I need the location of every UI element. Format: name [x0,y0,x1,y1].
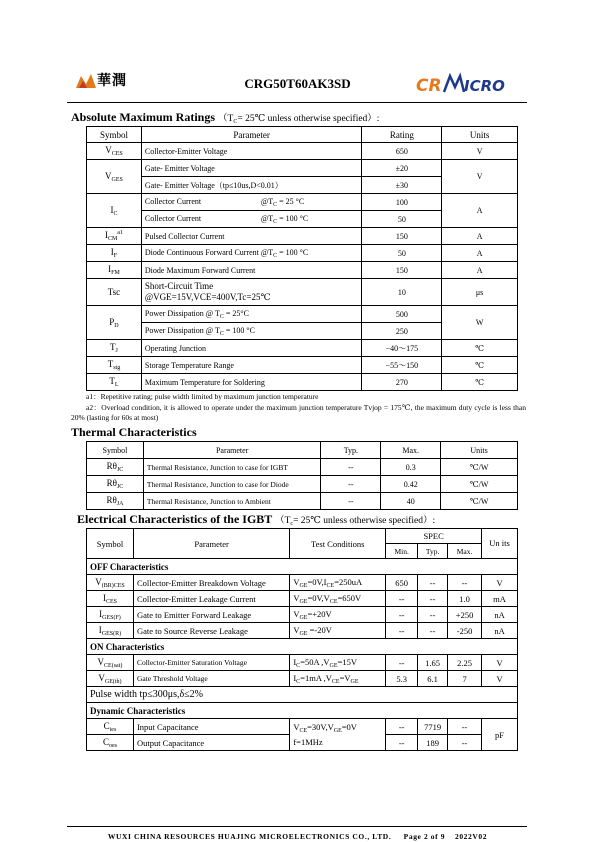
svg-text:ICRO: ICRO [464,77,505,95]
table-row: $I_{FM}$ Diode Maximum Forward Current 150 A [87,262,518,279]
table-row: Tsc Short-Circuit Time @VGE=15V,VCE=400V,Tc=25℃ 10 μs [87,279,518,306]
table-row: $I_C$ Collector Current $@T_C = 25$ °C 100 A [87,194,518,211]
table-row: $R\theta_{JC}$ Thermal Resistance, Junction to case for IGBT -- 0.3 ℃/W [87,459,518,476]
footer-company: WUXI CHINA RESOURCES HUAJING MICROELECTRONICS CO., LTD. [107,832,392,841]
table-row: $V_{(BR)CES}$ Collector-Emitter Breakdown Voltage $V_{GE}=0V,I_{CE}=250uA$ 650 -- -- V [87,575,518,591]
company-cn-name: 華潤 [97,73,127,89]
col-units: Units [442,127,518,143]
abs-max-table [86,126,518,391]
table-row: $I_{CM}^{a1}$ Pulsed Collector Current 150 A [87,228,518,245]
table-row: Collector Current $@T_C = 100$ °C 50 [87,211,518,228]
table-row: $R\theta_{JA}$ Thermal Resistance, Junction to Ambient -- 40 ℃/W [87,493,518,510]
table-row: $V_{GE(th)}$ Gate Threshold Voltage $I_C=1mA$ $,V_{CE}=V_{GE}$ 5.3 6.1 7 V [87,671,518,687]
col-parameter: Parameter [141,127,362,143]
table-row: $C_{ies}$ Input Capacitance $V_{CE}=30V,V_{GE}=0V$ f=1MHz -- 7719 -- pF [87,719,518,735]
electrical-title: Electrical Characteristics of the IGBT （$T_c=$ 25℃ unless otherwise specified）: [77,512,436,527]
col-symbol: Symbol [87,127,142,143]
table-row: $V_{CE(sat)}$ Collector-Emitter Saturation Voltage $I_C=50A$ $,V_{GE}=15V$ -- 1.65 2.25 V [87,655,518,671]
electrical-table: Symbol Parameter Test Conditions SPEC Un its Min. Typ. Max. OFF Characteristics $V_{(BR)CES}$ Collector-Emitter Breakdown Voltage $V_{GE}=0V,I_{CE}=250uA$ 650 -- -- V $I_{CES}$ Collector-Emitter Leakage Current $V_{GE}=0V,V_{CE}=650V$ -- -- 1.0 mA $I_{GES(F)}$ Gate to Emitter Forward Leakage $V_{GE}=+20V$ -- -- +250 nA $I_{GES(R)}$ Gate to Source Reverse Leakage $V_{GE} =-20V$ -- -- -250 nA ON Characteristics $V_{CE(sat)}$ Collector-Emitter Saturation Voltage $I_C=50A$ $,V_{GE}=15V$ -- 1.65 2.25 V $V_{GE(th)}$ Gate Threshold Voltage $I_C=1mA$ $,V_{CE}=V_{GE}$ 5.3 6.1 7 V Pulse width tp≤300μs,δ≤2% Dynamic Characteristics $C_{ies}$ Input Capacitance $V_{CE}=30V,V_{GE}=0V$ f=1MHz -- 7719 -- pF $C_{oes}$ Output Capacitance -- 189 -- [86,528,518,751]
table-row: $I_{CES}$ Collector-Emitter Leakage Current $V_{GE}=0V,V_{CE}=650V$ -- -- 1.0 mA [87,591,518,607]
table-row: $T_J$ Operating Junction −40～175 ℃ [87,340,518,357]
cr-micro-logo-icon [414,70,514,98]
table-row: $V_{GES}$ Gate- Emitter Voltage ±20 V [87,160,518,177]
table-row: $I_{GES(F)}$ Gate to Emitter Forward Leakage $V_{GE}=+20V$ -- -- +250 nA [87,607,518,623]
table-row: Power Dissipation @ $T_C = 100$ °C 250 [87,323,518,340]
footer-page: Page 2 of 9 [403,832,446,841]
svg-text:CR: CR [416,76,442,96]
col-rating: Rating [362,127,442,143]
table-row: $C_{oes}$ Output Capacitance -- 189 -- [87,735,518,751]
footnote-a2: a2：Overload condition, it is allowed to operate under the maximum junction temperature Tvjop = 175℃, the maximum duty cycle is less than 20% (lasting for 60s at most) [71,403,526,422]
table-row: $R\theta_{JC}$ Thermal Resistance, Junction to case for Diode -- 0.42 ℃/W [87,476,518,493]
part-number: CRG50T60AK3SD [244,76,351,91]
thermal-title: Thermal Characteristics [71,425,197,439]
footer [0,832,595,841]
footer-rule [67,826,527,827]
header-rule [67,102,527,103]
table-row: Gate- Emitter Voltage（tp≤10us,D<0.01） ±30 [87,177,518,194]
pulse-note: Pulse width tp≤300μs,δ≤2% [87,687,518,703]
table-row: $T_L$ Maximum Temperature for Soldering 270 ℃ [87,374,518,391]
footer-rev: 2022V02 [454,832,488,841]
thermal-table: Symbol Parameter Typ. Max. Units $R\theta_{JC}$ Thermal Resistance, Junction to case for IGBT -- 0.3 ℃/W $R\theta_{JC}$ Thermal Resistance, Junction to case for Diode -- 0.42 ℃/W $R\theta_{JA}$ Thermal Resistance, Junction to Ambient -- 40 ℃/W [86,441,518,510]
table-row: $T_{stg}$ Storage Temperature Range −55～150 ℃ [87,357,518,374]
table-row: $V_{CES}$ Collector-Emitter Voltage 650 V [87,143,518,160]
cr-micro-logo [414,70,514,98]
off-section-title: OFF Characteristics [87,559,518,575]
table-row: $I_F$ Diode Continuous Forward Current $@T_C = 100$ °C 50 A [87,245,518,262]
footnote-a1: a1：Repetitive rating; pulse width limited by maximum junction temperature [86,392,319,401]
table-row: $P_D$ Power Dissipation @ $T_C = 25^\circ C$ 500 W [87,306,518,323]
dynamic-section-title: Dynamic Characteristics [87,703,518,719]
table-row: $I_{GES(R)}$ Gate to Source Reverse Leakage $V_{GE} =-20V$ -- -- -250 nA [87,623,518,639]
abs-max-title: Absolute Maximum Ratings （$T_C=$ 25℃ unless otherwise specified）: [71,110,380,125]
on-section-title: ON Characteristics [87,639,518,655]
